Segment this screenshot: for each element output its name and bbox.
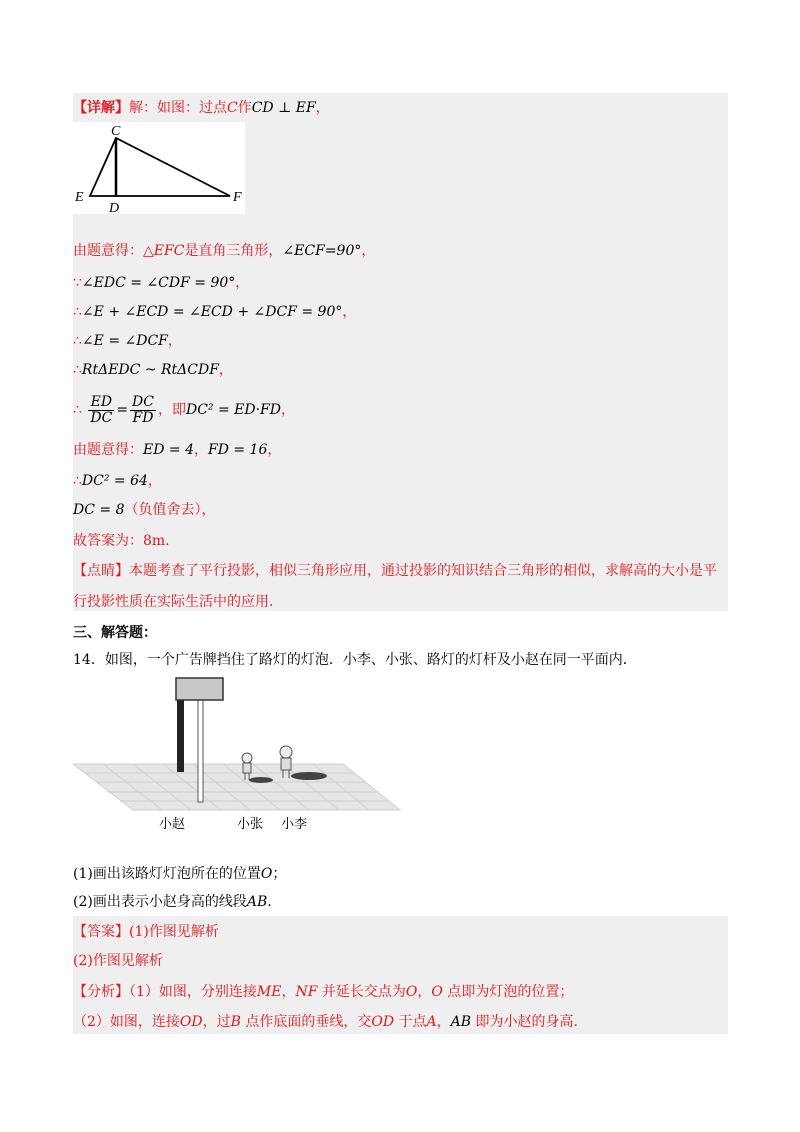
line-angle-equal: ∴∠E = ∠DCF，	[73, 333, 182, 349]
line-dc-squared: ∴DC² = 64，	[73, 473, 162, 489]
line-ratio: ∴ $\frac{ED}{DC}$ = $\frac{DC}{FD}$ ，即DC² = ED·FD，	[73, 393, 295, 426]
fraction-ed-dc: $\frac{ED}{DC}$	[90, 393, 113, 426]
line-dc-value: DC = 8（负值舍去），	[73, 502, 216, 518]
line-similar: ∴RtΔEDC ~ RtΔCDF，	[73, 362, 233, 378]
question-14-part-2: (2)画出表示小赵身高的线段AB.	[73, 894, 272, 910]
streetlamp-figure	[73, 676, 403, 836]
figure-label-xiaoli: 小李	[281, 816, 308, 831]
billboard	[176, 678, 223, 700]
triangle-figure	[73, 122, 245, 214]
figure-label-xiaozhao: 小赵	[159, 816, 186, 831]
question-14-stem: 14．如图，一个广告牌挡住了路灯的灯泡．小李、小张、路灯的灯杆及小赵在同一平面内．	[73, 652, 637, 668]
comment-line-1: 【点睛】本题考查了平行投影，相似三角形应用，通过投影的知识结合三角形的相似，求解高的大小是平	[73, 563, 717, 579]
label-E: E	[75, 190, 84, 205]
xiaozhao-figure	[177, 698, 184, 772]
lamp-post	[198, 696, 203, 802]
line-angle-sum: ∴∠E + ∠ECD = ∠ECD + ∠DCF = 90°，	[73, 304, 357, 320]
label-C: C	[111, 124, 121, 139]
comment-line-2: 行投影性质在实际生活中的应用.	[73, 594, 274, 610]
line-given-values: 由题意得：ED = 4，FD = 16，	[73, 442, 282, 458]
line-right-triangle: 由题意得：△EFC是直角三角形，∠ECF=90°，	[73, 243, 376, 259]
line-because: ∵∠EDC = ∠CDF = 90°，	[73, 275, 250, 291]
answer-line-1: 【答案】(1)作图见解析	[73, 924, 219, 940]
solution-intro: 【详解】解：如图：过点C作CD ⊥ EF，	[73, 100, 330, 116]
final-answer: 故答案为：8m.	[73, 533, 170, 549]
label-F: F	[233, 190, 242, 205]
label-D: D	[109, 201, 120, 214]
fraction-dc-fd: $\frac{DC}{FD}$	[132, 393, 154, 426]
question-14-part-1: (1)画出该路灯灯泡所在的位置O；	[73, 866, 287, 882]
analysis-line-1: 【分析】（1）如图，分别连接ME，NF 并延长交点为O，O 点即为灯泡的位置；	[73, 984, 574, 1000]
section-title: 三、解答题：	[73, 625, 157, 641]
answer-line-2: (2)作图见解析	[73, 953, 163, 969]
analysis-line-2: （2）如图，连接OD，过B 点作底面的垂线，交OD 于点A，AB 即为小赵的身高.	[73, 1014, 578, 1030]
figure-label-xiaozhang: 小张	[237, 816, 264, 831]
